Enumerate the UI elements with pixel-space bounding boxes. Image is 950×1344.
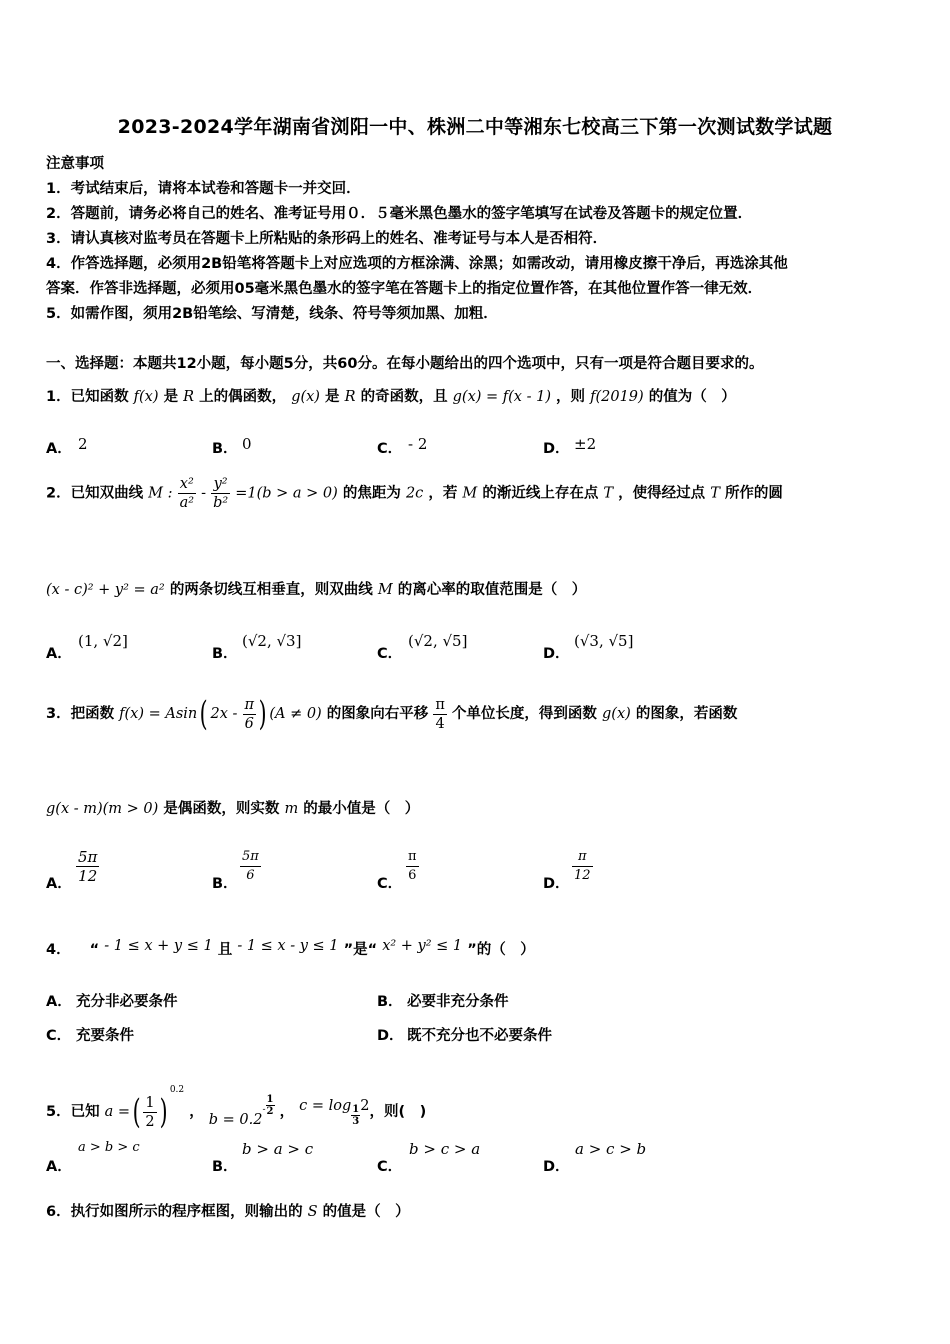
q1-option-c: - 2	[408, 435, 428, 453]
section-heading: 一、选择题：本题共12小题，每小题5分，共60分。在每小题给出的四个选项中，只有一项是符合题目要求的。	[46, 356, 764, 372]
q2-fraction-y	[211, 475, 230, 512]
q4-option-a-label: A．	[46, 994, 72, 1010]
q2-b2: b²	[213, 495, 229, 511]
q1-text: 的值为（ ）	[648, 389, 736, 405]
question-1	[46, 383, 736, 411]
q5-number: 5．已知	[46, 1104, 100, 1120]
q1-text: 上的偶函数，	[199, 389, 287, 405]
q1-gx: g(x)	[291, 389, 320, 405]
q1-option-b-label: B．	[212, 441, 238, 457]
q3-four: 4	[435, 715, 445, 732]
q1-text: 是	[163, 389, 179, 405]
q3-b-den: 6	[246, 868, 255, 883]
q3-gx: g(x)	[602, 706, 631, 722]
question-2	[46, 475, 783, 512]
q5-left-paren: (	[132, 1092, 141, 1132]
q2-T: T	[603, 485, 614, 502]
q3-gxm: g(x - m)(m > 0)	[46, 801, 159, 817]
q2-M: M	[462, 485, 478, 502]
q1-f2019: f(2019)	[590, 389, 644, 405]
notice-item: 2．答题前，请务必将自己的姓名、准考证号用０．５毫米黑色墨水的签字笔填写在试卷及答题卡的规定位置．	[46, 206, 753, 222]
q5-half	[143, 1094, 156, 1131]
notice-item: 5．如需作图，须用2B铅笔绘、写清楚，线条、符号等须加黑、加粗．	[46, 306, 498, 322]
q5-exp-b-sign: -	[262, 1105, 266, 1115]
q5-right-paren: )	[159, 1092, 168, 1132]
q5-option-c-label: C．	[377, 1159, 403, 1175]
q2-M: M :	[148, 485, 173, 502]
notice-item: 4．作答选择题，必须用2B铅笔将答题卡上对应选项的方框涂满、涂黑；如需改动，请用橡皮擦干净后，再选涂其他	[46, 256, 788, 272]
q5-option-d-label: D．	[543, 1159, 570, 1175]
q3-inner: 2x -	[210, 706, 238, 722]
q1-text: 的奇函数，且	[360, 389, 448, 405]
q2-text: 所作的圆	[724, 485, 783, 502]
q4-text: 且	[217, 942, 233, 958]
q5-option-a-label: A．	[46, 1159, 72, 1175]
q2-option-a: (1, √2]	[78, 632, 128, 650]
q1-number: 1．已知函数	[46, 389, 129, 405]
q5-a: a =	[104, 1104, 131, 1120]
q5-c: c = log	[299, 1098, 352, 1114]
q2-2c: 2c	[405, 485, 424, 502]
q4-option-c-label: C．	[46, 1028, 72, 1044]
q5-exp-a: 0.2	[169, 1085, 185, 1095]
q1-option-c-label: C．	[377, 441, 403, 457]
q4-option-a: 充分非必要条件	[76, 994, 178, 1010]
q2-text: 的渐近线上存在点	[482, 485, 599, 502]
q2-option-a-label: A．	[46, 646, 72, 662]
q3-function: f(x) = Asin	[119, 706, 198, 722]
q3-m: m	[284, 801, 299, 817]
q2-x2: x²	[178, 475, 196, 494]
q3-c-num: π	[406, 848, 419, 867]
q3-pi: π	[244, 696, 255, 713]
q3-d-den: 12	[574, 868, 591, 883]
q2-minus: -	[201, 485, 206, 502]
page-title: 2023-2024学年湖南省浏阳一中、株洲二中等湘东七校高三下第一次测试数学试题	[117, 116, 833, 138]
q3-option-a-label: A．	[46, 876, 72, 892]
q4-option-d-label: D．	[377, 1028, 404, 1044]
q6-text: 的值是（ ）	[322, 1204, 410, 1220]
q3-pi: π	[435, 696, 445, 713]
q5-text: ，则( )	[369, 1104, 427, 1120]
q1-R: R	[183, 389, 195, 405]
q4-expr-1: - 1 ≤ x + y ≤ 1	[104, 938, 213, 954]
q4-option-b-label: B．	[377, 994, 403, 1010]
q3-six: 6	[244, 715, 254, 732]
q3-text: 个单位长度，得到函数	[451, 706, 597, 722]
q5-log-arg: 2	[360, 1098, 370, 1114]
q3-option-a	[76, 848, 99, 885]
q3-option-b-label: B．	[212, 876, 238, 892]
q5-b: b = 0.2	[208, 1112, 263, 1128]
q5-option-a: a > b > c	[78, 1140, 140, 1155]
q3-option-c-label: C．	[377, 876, 403, 892]
q3-a-den: 12	[78, 867, 98, 885]
q3-fraction-pi4	[433, 696, 447, 733]
q4-option-d: 既不充分也不必要条件	[407, 1028, 552, 1044]
q4-quote: ”的（ ）	[467, 942, 535, 958]
q2-a2: a²	[179, 495, 195, 511]
q3-number: 3．把函数	[46, 706, 115, 722]
q4-quote: “	[89, 942, 100, 958]
q3-fraction-pi6	[243, 696, 257, 733]
q5-exp-b	[266, 1094, 275, 1117]
q2-T: T	[710, 485, 720, 502]
q2-option-b-label: B．	[212, 646, 238, 662]
notice-item: 1．考试结束后，请将本试卷和答题卡一并交回．	[46, 181, 361, 197]
q1-option-d-label: D．	[543, 441, 570, 457]
q5-exp-b-n: 1	[266, 1094, 274, 1105]
q5-one: 1	[145, 1094, 155, 1111]
question-3-cont	[46, 797, 419, 818]
q1-R: R	[344, 389, 356, 405]
q5-two: 2	[145, 1113, 155, 1130]
q2-option-d-label: D．	[543, 646, 570, 662]
q3-text: 是偶函数，则实数	[163, 801, 280, 817]
notice-item: 答案．作答非选择题，必须用05毫米黑色墨水的签字笔在答题卡上的指定位置作答，在其他位置作答一律无效．	[46, 281, 763, 297]
q4-expr-2: - 1 ≤ x - y ≤ 1	[237, 938, 339, 954]
q5-log-base	[351, 1104, 360, 1127]
q2-M: M	[377, 582, 393, 598]
q5-option-c: b > c > a	[409, 1140, 481, 1158]
q5-sep: ，	[279, 1104, 295, 1120]
q3-right-paren: )	[258, 694, 267, 734]
q2-option-d: (√3, √5]	[574, 632, 634, 650]
q1-option-d: ±2	[574, 435, 597, 453]
q5-sep: ，	[189, 1104, 204, 1120]
q1-fx: f(x)	[133, 389, 159, 405]
q3-a-num: 5π	[78, 848, 98, 866]
q2-text: 的两条切线互相垂直，则双曲线	[169, 582, 373, 598]
q1-option-a: 2	[78, 435, 88, 453]
q3-text: 的图象向右平移	[326, 706, 429, 722]
q4-option-c: 充要条件	[76, 1028, 134, 1044]
notice-heading: 注意事项	[46, 156, 104, 172]
q2-fraction-x	[178, 475, 196, 512]
q1-text: 是	[325, 389, 340, 405]
q1-option-b: 0	[242, 435, 252, 453]
q3-option-d	[572, 848, 593, 885]
q2-text: 的离心率的取值范围是（ ）	[397, 582, 587, 598]
q2-y2: y²	[211, 475, 230, 494]
q1-text: ，则	[556, 389, 586, 405]
question-3	[46, 694, 737, 734]
question-2-cont	[46, 578, 586, 599]
q3-option-d-label: D．	[543, 876, 570, 892]
q3-left-paren: (	[199, 694, 208, 734]
notice-item: 3．请认真核对监考员在答题卡上所粘贴的条形码上的姓名、准考证号与本人是否相符．	[46, 231, 608, 247]
q2-circle: (x - c)² + y² = a²	[46, 582, 165, 598]
q2-text: ，使得经过点	[618, 485, 706, 502]
q3-d-num: π	[572, 848, 593, 867]
q3-c-den: 6	[408, 868, 417, 883]
q5-option-b-label: B．	[212, 1159, 238, 1175]
q3-text: 的图象，若函数	[635, 706, 738, 722]
q2-text: 的焦距为	[342, 485, 401, 502]
q2-option-c: (√2, √5]	[408, 632, 468, 650]
q3-option-b	[240, 848, 261, 885]
q5-option-b: b > a > c	[242, 1140, 314, 1158]
q4-number: 4．	[46, 942, 71, 958]
q6-number: 6．执行如图所示的程序框图，则输出的	[46, 1204, 303, 1220]
q2-number: 2．已知双曲线	[46, 485, 144, 502]
q3-option-c	[406, 848, 419, 885]
q3-condition: (A ≠ 0)	[269, 706, 322, 722]
q3-b-num: 5π	[240, 848, 261, 867]
q6-S: S	[307, 1204, 318, 1220]
q2-text: ，若	[428, 485, 458, 502]
question-5	[46, 1062, 426, 1148]
q2-option-c-label: C．	[377, 646, 403, 662]
q4-option-b: 必要非充分条件	[407, 994, 509, 1010]
q4-expr-3: x² + y² ≤ 1	[382, 938, 463, 954]
q1-option-a-label: A．	[46, 441, 72, 457]
question-4	[46, 938, 535, 959]
q3-text: 的最小值是（ ）	[303, 801, 420, 817]
q5-log-base-n: 1	[352, 1104, 360, 1115]
q5-exp-b-d: 2	[266, 1106, 274, 1117]
q1-equation: g(x) = f(x - 1)	[452, 389, 551, 405]
q4-quote: ”是“	[343, 942, 378, 958]
q5-option-d: a > c > b	[575, 1140, 647, 1158]
q5-log-base-d: 3	[352, 1116, 360, 1127]
q2-condition: =1(b > a > 0)	[235, 485, 338, 502]
question-6	[46, 1200, 410, 1221]
q2-option-b: (√2, √3]	[242, 632, 302, 650]
